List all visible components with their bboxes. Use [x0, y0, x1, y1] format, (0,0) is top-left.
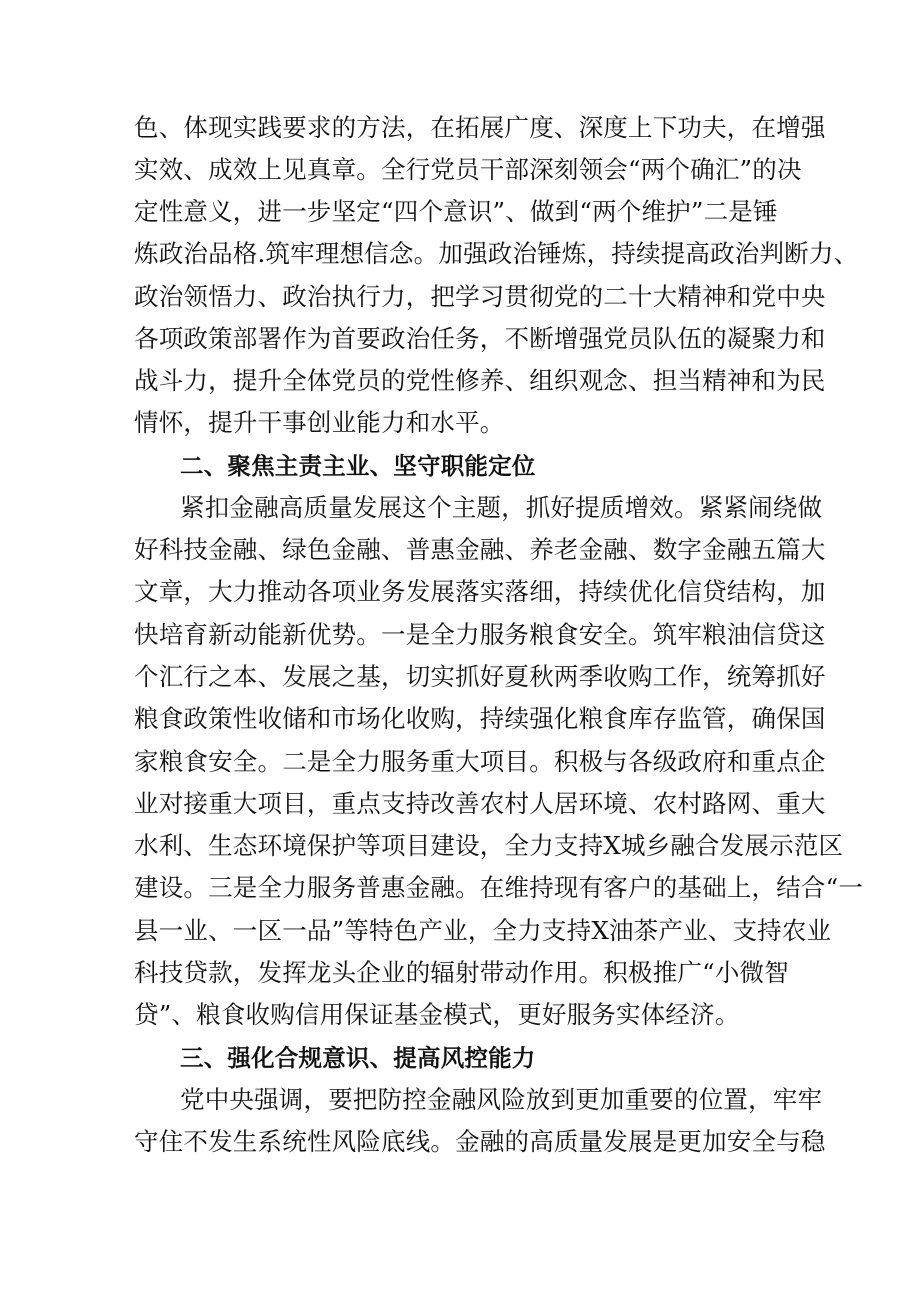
- text-line: 县一业、一区一品”等特色产业，全力支持X油茶产业、支持农业: [134, 916, 832, 945]
- text-line: 守住不发生系统性风险底线。金融的高质量发展是更加安全与稳: [134, 1127, 826, 1156]
- text-line: 水利、生态环境保护等项目建设，全力支持X城乡融合发展示范区: [134, 831, 844, 860]
- text-line: 色、体现实践要求的方法，在拓展广度、深度上下功夫，在增强: [134, 113, 826, 142]
- text-line: 各项政策部署作为首要政治任务，不断增强党员队伍的凝聚力和: [134, 324, 826, 353]
- text-line: 定性意义，进一步坚定“四个意识”、做到“两个维护”二是锤: [134, 197, 778, 226]
- text-line: 情怀，提升干事创业能力和水平。: [134, 408, 505, 437]
- text-line: 个汇行之本、发展之基，切实抓好夏秋两季收购工作，统筹抓好: [134, 662, 826, 691]
- text-line: 炼政治品格.筑牢理想信念。加强政治锤炼，持续提高政治判断力、: [134, 239, 859, 268]
- text-line: 战斗力，提升全体党员的党性修养、组织观念、担当精神和为民: [134, 366, 826, 395]
- text-line: 党中央强调，要把防控金融风险放到更加重要的位置，牢牢: [180, 1085, 823, 1114]
- section-heading-2: 二、聚焦主责主业、坚守职能定位: [180, 452, 536, 480]
- section-heading-3: 三、强化合规意识、提高风控能力: [180, 1044, 536, 1072]
- text-line: 文章，大力推动各项业务发展落实落细，持续优化信贷结构，加: [134, 577, 826, 606]
- text-line: 建设。三是全力服务普惠金融。在维持现有客户的基础上，结合“一: [134, 873, 864, 902]
- text-line: 实效、成效上见真章。全行党员干部深刻领会“两个确汇”的决: [134, 155, 802, 184]
- text-line: 贷”、粮食收购信用保证基金模式，更好服务实体经济。: [134, 1000, 740, 1029]
- text-line: 好科技金融、绿色金融、普惠金融、养老金融、数字金融五篇大: [134, 535, 826, 564]
- text-line: 紧扣金融高质量发展这个主题，抓好提质增效。紧紧闹绕做: [180, 493, 823, 522]
- text-line: 科技贷款，发挥龙头企业的辐射带动作用。积极推广“小微智: [134, 958, 789, 987]
- text-line: 家粮食安全。二是全力服务重大项目。积极与各级政府和重点企: [134, 747, 826, 776]
- text-line: 粮食政策性收储和市场化收购，持续强化粮食库存监管，确保国: [134, 704, 826, 733]
- text-line: 政治领悟力、政治执行力，把学习贯彻党的二十大精神和党中央: [134, 282, 826, 311]
- text-line: 快培育新动能新优势。一是全力服务粮食安全。筑牢粮油信贷这: [134, 620, 826, 649]
- text-line: 业对接重大项目，重点支持改善农村人居环境、农村路网、重大: [134, 789, 826, 818]
